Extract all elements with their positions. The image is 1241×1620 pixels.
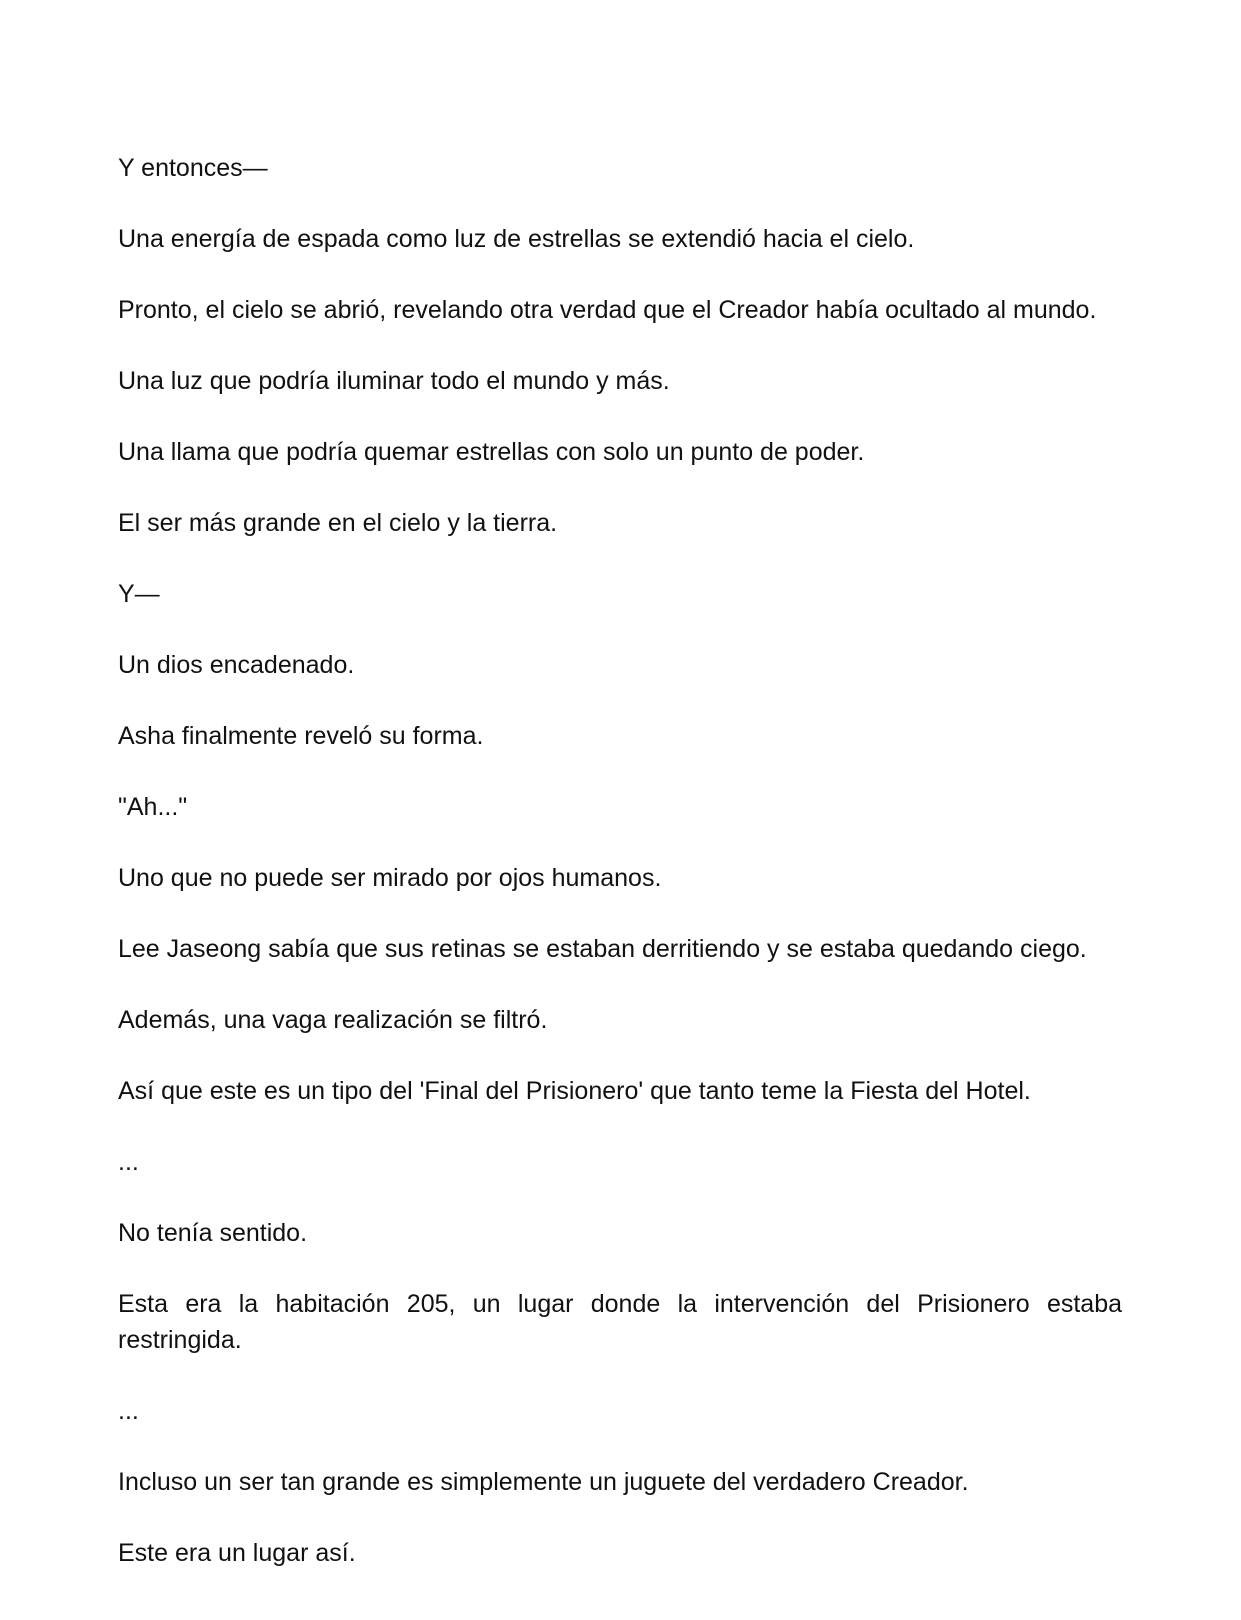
paragraph-16: No tenía sentido.: [118, 1219, 308, 1247]
paragraph-6: El ser más grande en el cielo y la tierra.: [118, 509, 558, 537]
paragraph-18: ...: [118, 1397, 139, 1425]
paragraph-2: Una energía de espada como luz de estrellas se extendió hacia el cielo.: [118, 225, 915, 253]
paragraph-13: Además, una vaga realización se filtró.: [118, 1006, 548, 1034]
paragraph-4: Una luz que podría iluminar todo el mundo y más.: [118, 367, 670, 395]
paragraph-14: Así que este es un tipo del 'Final del Prisionero' que tanto teme la Fiesta del Hotel.: [118, 1077, 1031, 1105]
paragraph-19: Incluso un ser tan grande es simplemente un juguete del verdadero Creador.: [118, 1468, 969, 1496]
paragraph-11: Uno que no puede ser mirado por ojos humanos.: [118, 864, 662, 892]
paragraph-20: Este era un lugar así.: [118, 1539, 356, 1567]
paragraph-3: Pronto, el cielo se abrió, revelando otra verdad que el Creador había ocultado al mundo.: [118, 296, 1097, 324]
paragraph-15: ...: [118, 1148, 139, 1176]
paragraph-17: Esta era la habitación 205, un lugar donde la intervención del Prisionero estaba restringida.: [118, 1290, 1122, 1354]
paragraph-7: Y—: [118, 580, 160, 608]
paragraph-10: "Ah...": [118, 793, 188, 821]
paragraph-8: Un dios encadenado.: [118, 651, 355, 679]
paragraph-1: Y entonces—: [118, 154, 268, 182]
paragraph-5: Una llama que podría quemar estrellas con solo un punto de poder.: [118, 438, 865, 466]
paragraph-9: Asha finalmente reveló su forma.: [118, 722, 484, 750]
document-page: [118, 150, 1122, 1606]
paragraph-12: Lee Jaseong sabía que sus retinas se estaban derritiendo y se estaba quedando ciego.: [118, 935, 1087, 963]
